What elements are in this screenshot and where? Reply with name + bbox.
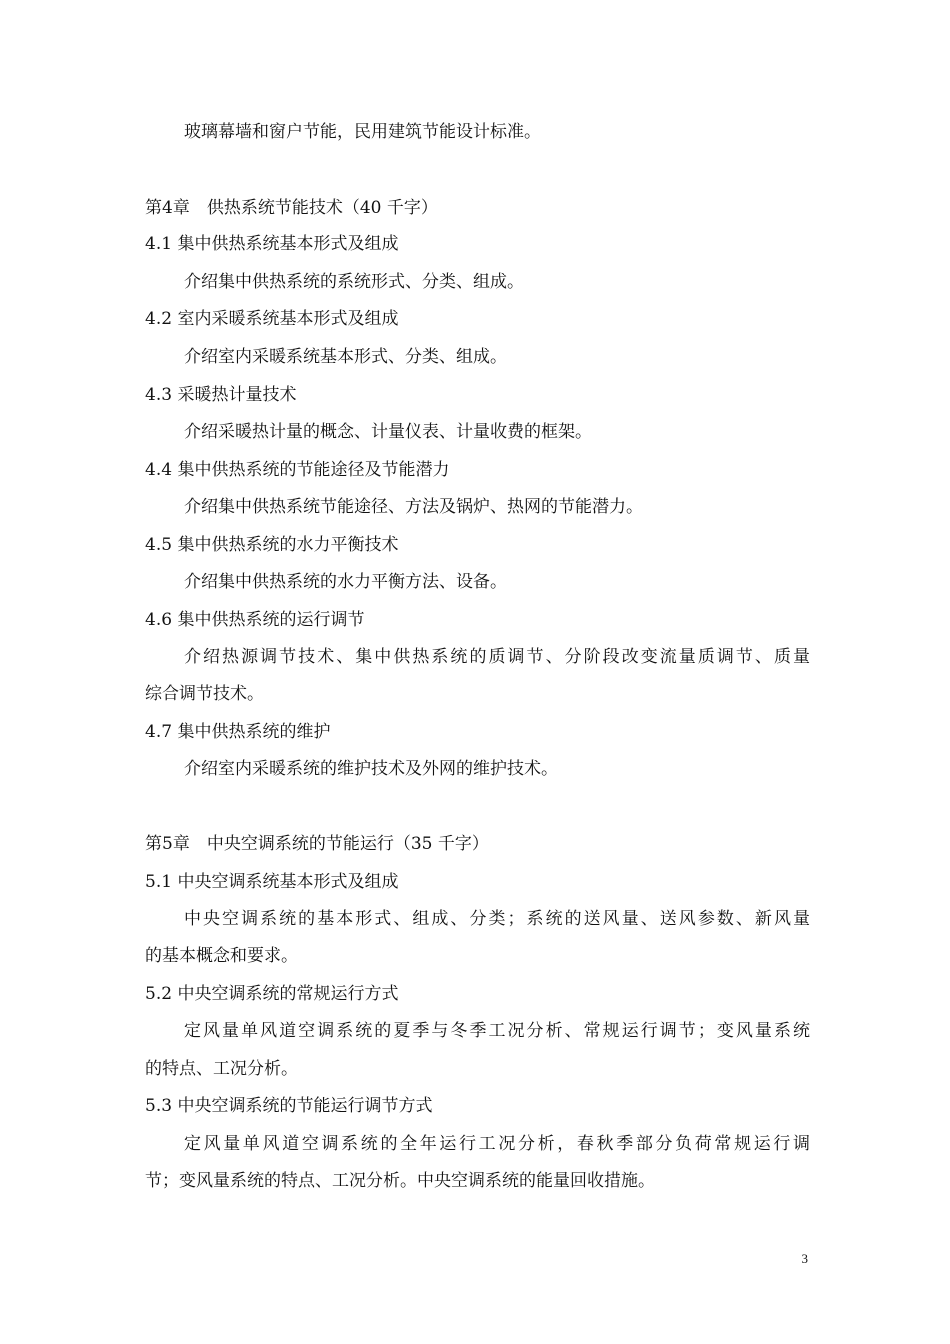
paragraph-line: 介绍室内采暖系统基本形式、分类、组成。 [184, 347, 507, 367]
paragraph-line: 介绍集中供热系统的系统形式、分类、组成。 [184, 272, 524, 292]
paragraph-line: 介绍采暖热计量的概念、计量仪表、计量收费的框架。 [184, 422, 592, 442]
section-heading: 4.2 室内采暖系统基本形式及组成 [145, 309, 399, 329]
paragraph-line: 的特点、工况分析。 [145, 1059, 298, 1079]
chapter-heading: 第5章 中央空调系统的节能运行（35 千字） [145, 834, 489, 854]
section-heading: 4.7 集中供热系统的维护 [145, 722, 331, 742]
section-heading: 4.6 集中供热系统的运行调节 [145, 610, 365, 630]
paragraph-line: 节；变风量系统的特点、工况分析。中央空调系统的能量回收措施。 [145, 1171, 655, 1191]
paragraph-line: 中央空调系统的基本形式、组成、分类；系统的送风量、送风参数、新风量 [184, 909, 810, 929]
paragraph-line: 定风量单风道空调系统的夏季与冬季工况分析、常规运行调节；变风量系统 [184, 1021, 810, 1041]
paragraph-line: 介绍集中供热系统的水力平衡方法、设备。 [184, 572, 507, 592]
paragraph-line: 玻璃幕墙和窗户节能，民用建筑节能设计标准。 [184, 122, 541, 142]
section-heading: 5.3 中央空调系统的节能运行调节方式 [145, 1096, 433, 1116]
paragraph-line: 介绍集中供热系统节能途径、方法及锅炉、热网的节能潜力。 [184, 497, 643, 517]
section-heading: 4.5 集中供热系统的水力平衡技术 [145, 535, 399, 555]
paragraph-line: 定风量单风道空调系统的全年运行工况分析，春秋季部分负荷常规运行调 [184, 1134, 810, 1154]
page-number: 3 [801, 1251, 808, 1266]
section-heading: 4.1 集中供热系统基本形式及组成 [145, 234, 399, 254]
section-heading: 4.3 采暖热计量技术 [145, 385, 297, 405]
paragraph-line: 介绍室内采暖系统的维护技术及外网的维护技术。 [184, 759, 558, 779]
paragraph-line: 介绍热源调节技术、集中供热系统的质调节、分阶段改变流量质调节、质量 [184, 647, 810, 667]
chapter-heading: 第4章 供热系统节能技术（40 千字） [145, 198, 438, 218]
section-heading: 4.4 集中供热系统的节能途径及节能潜力 [145, 460, 450, 480]
section-heading: 5.1 中央空调系统基本形式及组成 [145, 872, 399, 892]
paragraph-line: 的基本概念和要求。 [145, 946, 298, 966]
paragraph-line: 综合调节技术。 [145, 684, 264, 704]
section-heading: 5.2 中央空调系统的常规运行方式 [145, 984, 399, 1004]
